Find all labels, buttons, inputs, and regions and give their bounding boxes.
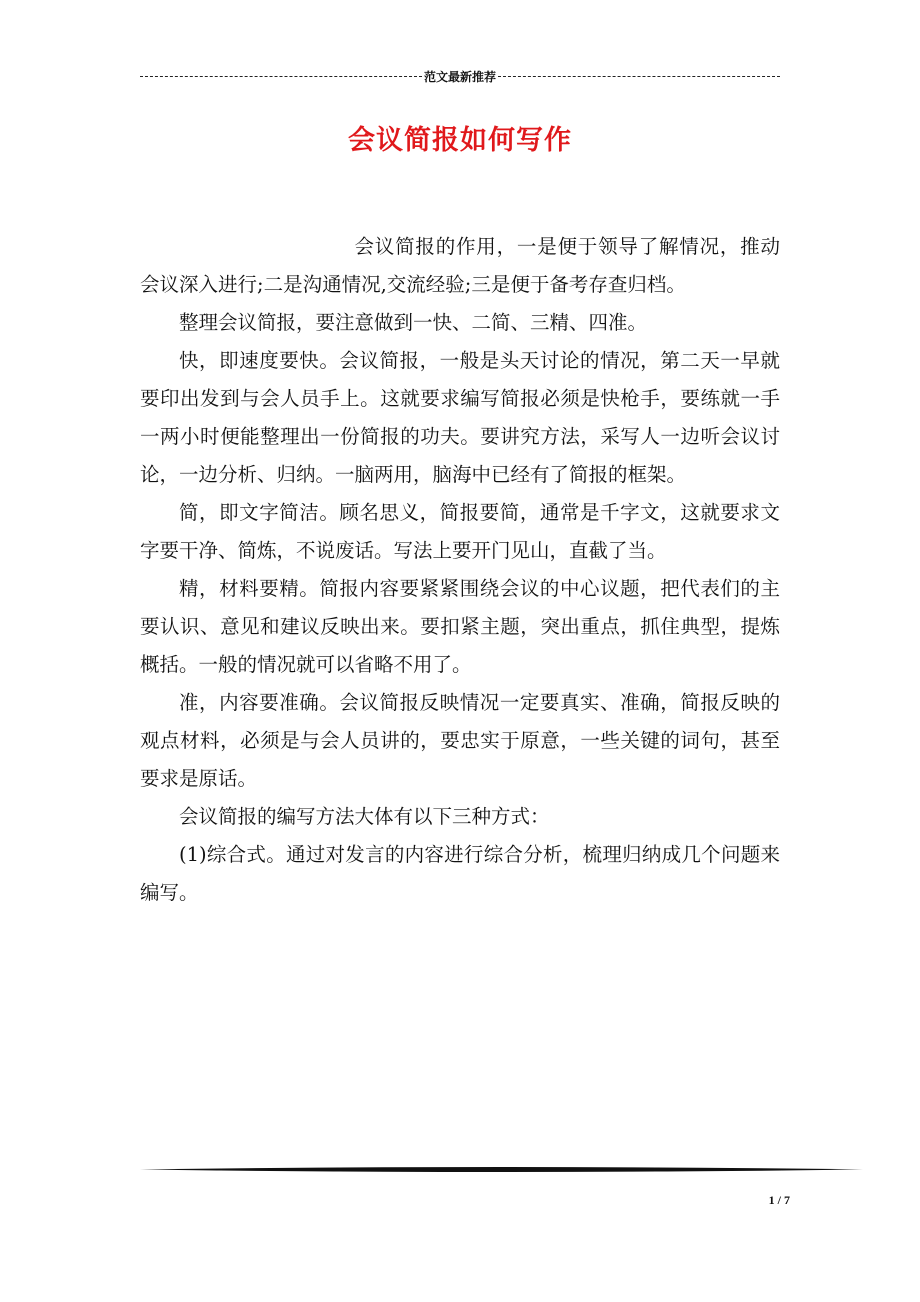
- header-dash-right: [498, 76, 780, 77]
- paragraph: 会议简报的作用，一是便于领导了解情况，推动会议深入进行;二是沟通情况,交流经验;三是便于备考存查归档。: [140, 235, 780, 296]
- paragraph: 简，即文字简洁。顾名思义，简报要简，通常是千字文，这就要求文字要干净、简炼，不说废话。写法上要开门见山，直截了当。: [140, 501, 780, 562]
- header-dash-left: [140, 76, 422, 77]
- paragraph: 会议简报的编写方法大体有以下三种方式：: [179, 805, 550, 828]
- document-title: 会议简报如何写作: [348, 125, 572, 156]
- document-body: [140, 228, 780, 912]
- footer-divider: [140, 1166, 863, 1173]
- paragraph: (1)综合式。通过对发言的内容进行综合分析，梳理归纳成几个问题来编写。: [140, 843, 780, 904]
- paragraph: 准，内容要准确。会议简报反映情况一定要真实、准确，简报反映的观点材料，必须是与会人员讲的，要忠实于原意，一些关键的词句，甚至要求是原话。: [140, 691, 780, 790]
- page-number: 1 / 7: [768, 1193, 790, 1207]
- paragraph: 精，材料要精。简报内容要紧紧围绕会议的中心议题，把代表们的主要认识、意见和建议反映出来。要扣紧主题，突出重点，抓住典型，提炼概括。一般的情况就可以省略不用了。: [140, 577, 780, 676]
- page-header: [140, 66, 780, 86]
- paragraph: 快，即速度要快。会议简报，一般是头天讨论的情况，第二天一早就要印出发到与会人员手上。这就要求编写简报必须是快枪手，要练就一手一两小时便能整理出一份简报的功夫。要讲究方法，采写人一边听会议讨论，一边分析、归纳。一脑两用，脑海中已经有了简报的框架。: [140, 349, 780, 486]
- header-text: 范文最新推荐: [424, 69, 497, 84]
- paragraph: 整理会议简报，要注意做到一快、二简、三精、四准。: [179, 311, 648, 334]
